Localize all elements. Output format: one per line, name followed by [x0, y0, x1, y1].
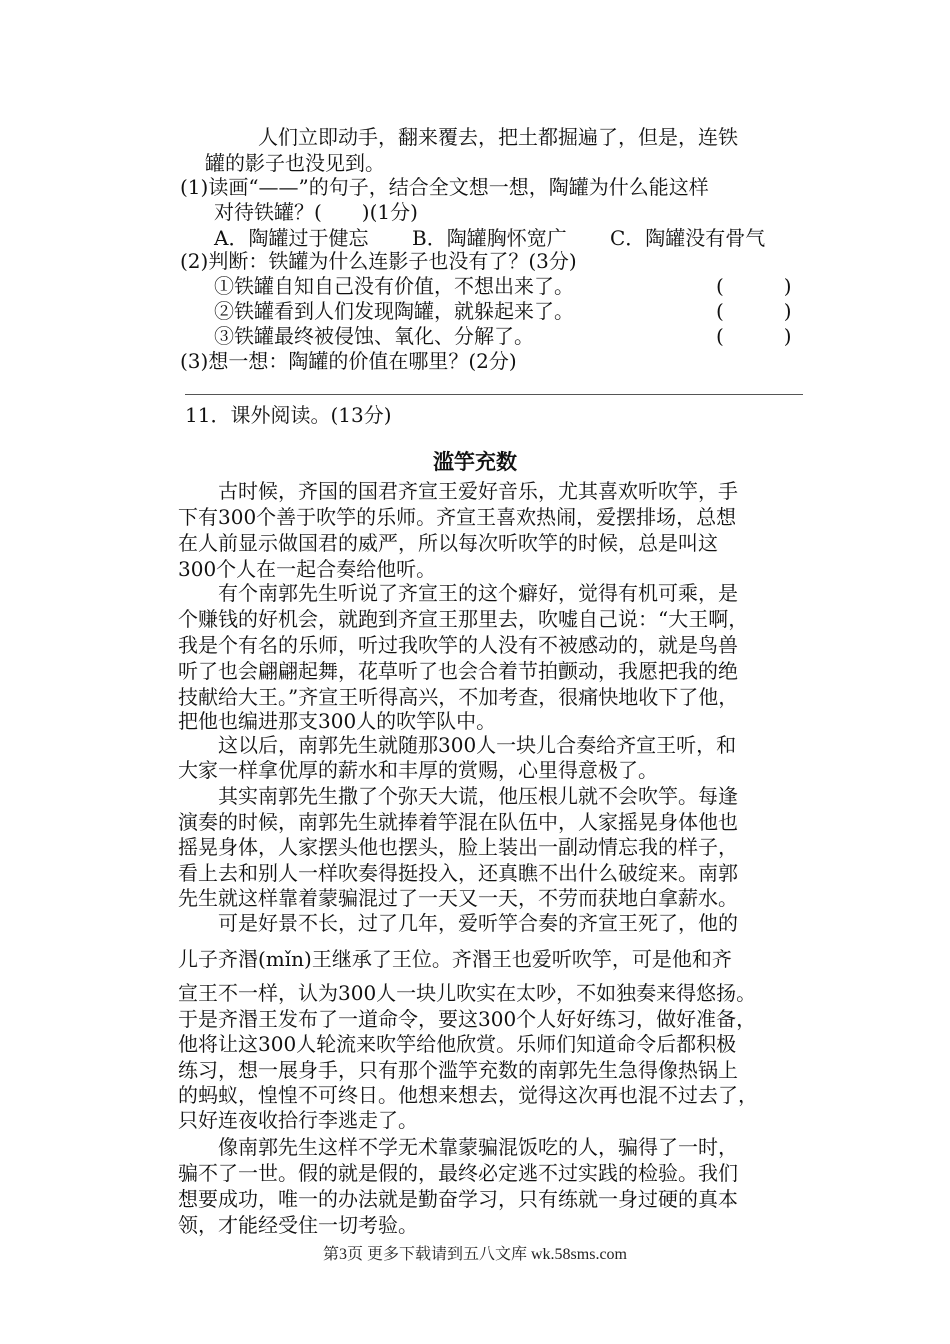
answer-blank[interactable]: ( ): [716, 299, 792, 323]
option-a: A．陶罐过于健忘: [214, 226, 369, 250]
option-b: B．陶罐胸怀宽广: [412, 226, 567, 250]
judgement-item: ③铁罐最终被侵蚀、氧化、分解了。: [214, 324, 534, 348]
story-line: 宣王不一样，认为300人一块儿吹实在太吵，不如独奏来得悠扬。: [178, 981, 757, 1005]
option-c: C．陶罐没有骨气: [610, 226, 766, 250]
passage-line: 罐的影子也没见到。: [205, 151, 385, 175]
story-line: 像南郭先生这样不学无术靠蒙骗混饭吃的人，骗得了一时，: [218, 1135, 738, 1159]
story-line: 把他也编进那支300人的吹竽队中。: [178, 709, 497, 733]
story-line: 古时候，齐国的国君齐宣王爱好音乐，尤其喜欢听吹竽，手: [218, 479, 738, 503]
passage-line: 人们立即动手，翻来覆去，把土都掘遍了，但是，连铁: [258, 125, 738, 149]
story-line: 可是好景不长，过了几年，爱听竽合奏的齐宣王死了，他的: [218, 911, 738, 935]
answer-blank[interactable]: ( ): [716, 324, 792, 348]
question-11-heading: 11．课外阅读。(13分): [185, 403, 392, 427]
story-line: 只好连夜收拾行李逃走了。: [178, 1108, 418, 1132]
question-1-stem: (1)读画“——”的句子，结合全文想一想，陶罐为什么能这样: [180, 175, 709, 199]
answer-blank[interactable]: ( ): [716, 274, 792, 298]
story-line: 骗不了一世。假的就是假的，最终必定逃不过实践的检验。我们: [178, 1161, 738, 1185]
story-line: 演奏的时候，南郭先生就捧着竽混在队伍中，人家摇晃身体他也: [178, 810, 738, 834]
story-line: 这以后，南郭先生就随那300人一块儿合奏给齐宣王听，和: [218, 733, 737, 757]
story-line: 先生就这样靠着蒙骗混过了一天又一天，不劳而获地白拿薪水。: [178, 886, 738, 910]
story-line: 想要成功，唯一的办法就是勤奋学习，只有练就一身过硬的真本: [178, 1187, 738, 1211]
story-line: 其实南郭先生撒了个弥天大谎，他压根儿就不会吹竽。每逢: [218, 784, 738, 808]
story-title: 滥竽充数: [433, 450, 517, 474]
story-line: 看上去和别人一样吹奏得挺投入，还真瞧不出什么破绽来。南郭: [178, 861, 738, 885]
story-line: 的蚂蚁，惶惶不可终日。他想来想去，觉得这次再也混不过去了，: [178, 1083, 758, 1107]
judgement-item: ①铁罐自知自己没有价值，不想出来了。: [214, 274, 574, 298]
story-line: 儿子齐湣(mǐn)王继承了王位。齐湣王也爱听吹竽，可是他和齐: [178, 947, 732, 971]
question-3-stem: (3)想一想：陶罐的价值在哪里？(2分): [180, 349, 517, 373]
page-footer: 第3页 更多下载请到五八文库 wk.58sms.com: [322, 1246, 627, 1263]
story-line: 300个人在一起合奏给他听。: [178, 557, 437, 581]
question-2-stem: (2)判断：铁罐为什么连影子也没有了？(3分): [180, 249, 577, 273]
story-line: 有个南郭先生听说了齐宣王的这个癖好，觉得有机可乘，是: [218, 581, 738, 605]
story-line: 大家一样拿优厚的薪水和丰厚的赏赐，心里得意极了。: [178, 758, 658, 782]
story-line: 于是齐湣王发布了一道命令，要这300个人好好练习，做好准备，: [178, 1007, 757, 1031]
question-1-stem-cont: 对待铁罐？( )(1分): [214, 200, 418, 224]
story-line: 技献给大王。”齐宣王听得高兴，不加考查，很痛快地收下了他，: [178, 685, 739, 709]
story-line: 领，才能经受住一切考验。: [178, 1213, 418, 1237]
story-line: 听了也会翩翩起舞，花草听了也会合着节拍颤动，我愿把我的绝: [178, 659, 738, 683]
story-line: 我是个有名的乐师，听过我吹竽的人没有不被感动的，就是鸟兽: [178, 633, 738, 657]
answer-line[interactable]: [185, 394, 803, 395]
story-line: 练习，想一展身手，只有那个滥竽充数的南郭先生急得像热锅上: [178, 1058, 738, 1082]
judgement-item: ②铁罐看到人们发现陶罐，就躲起来了。: [214, 299, 574, 323]
story-line: 个赚钱的好机会，就跑到齐宣王那里去，吹嘘自己说：“大王啊，: [178, 607, 749, 631]
story-line: 下有300个善于吹竽的乐师。齐宣王喜欢热闹，爱摆排场，总想: [178, 505, 737, 529]
story-line: 他将让这300人轮流来吹竽给他欣赏。乐师们知道命令后都积极: [178, 1032, 737, 1056]
story-line: 在人前显示做国君的威严，所以每次听吹竽的时候，总是叫这: [178, 531, 718, 555]
story-line: 摇晃身体，人家摆头他也摆头，脸上装出一副动情忘我的样子，: [178, 835, 738, 859]
